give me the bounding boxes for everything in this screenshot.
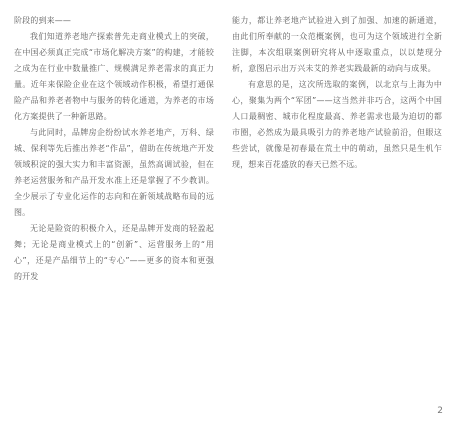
right-column — [232, 13, 442, 173]
paragraph: 无论是险资的积极介入，还是品牌开发商的轻盈起舞；无论是商业模式上的“创新”、运营服务上的“用心”，还是产品细节上的“专心”——更多的资本和更强的开发 — [14, 224, 214, 281]
left-column — [14, 13, 214, 285]
page-number: 2 — [437, 406, 443, 416]
paragraph: 有意思的是，这次所选取的案例，以北京与上海为中心，聚集为两个“军团”——这当然并非巧合，这两个中国人口最稠密、城市化程度最高、养老需求也最为迫切的都市圈，必然成为最具吸引力的养老地产试验前沿，但眼这些尝试，就像是初春最在荒土中的萌动，虽然只是生机乍现，想来百花盛放的春天已然不远。 — [232, 80, 442, 169]
paragraph: 与此同时，品牌房企纷纷试水养老地产，万科、绿城、保利等先后推出养老“作品”，借助在传统地产开发领域积淀的强大实力和丰富资源，虽然高调试验，但在养老运营服务和产品开发水准上还是掌握了不少教训。全少展示了专业化运作的志向和在新领域战略布局的远图。 — [14, 128, 214, 217]
paragraph: 我们知道养老地产探索普先走商业模式上的突破，在中国必须真正完成“市场化解决方案”的构建，才能较之成为在行业中数量推广、规模满足养老需求的真正力量。近年来保险企业在这个领域动作积极，希望打通保险产品和养老者物中与服务的转化通道，为养老的市场化方案提供了一种新思路。 — [14, 32, 214, 121]
paragraph: 阶段的到来—— — [14, 16, 72, 25]
paragraph: 能力，都让养老地产试验进入到了加强、加速的新通道，由此们所奉献的一众范概案例，也可为这个领域进行全新注脚，本次组联案例研究将从中逐取重点，以以楚现分析，意图启示出万兴未艾的养老实践最新的动向与成果。 — [232, 16, 442, 73]
